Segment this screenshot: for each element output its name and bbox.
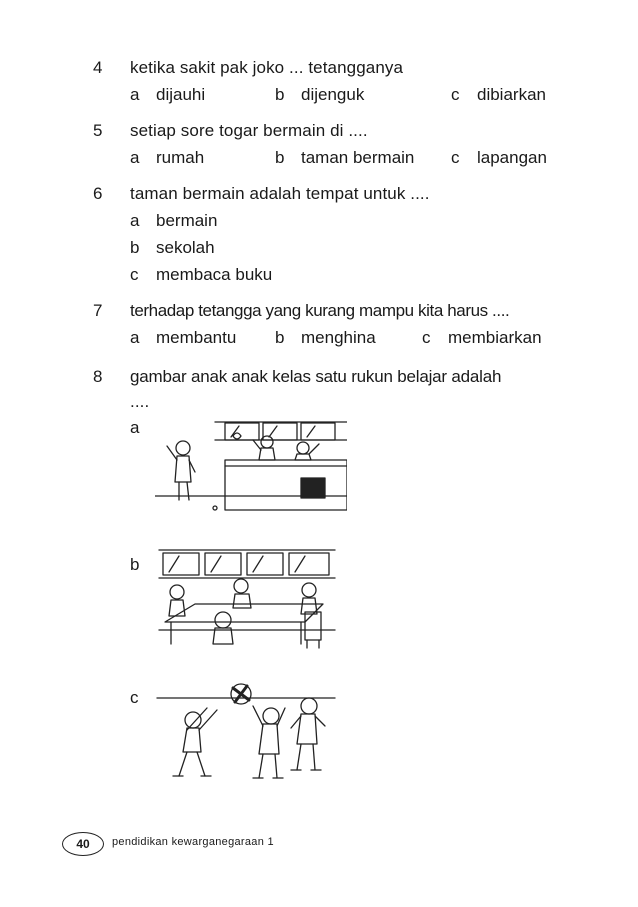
option-a-label[interactable]: a <box>130 418 140 437</box>
option-c[interactable]: c membiarkan <box>422 328 542 347</box>
book-title: pendidikan kewarganegaraan 1 <box>112 836 274 848</box>
option-a[interactable]: a dijauhi <box>130 85 206 104</box>
option-c[interactable]: c dibiarkan <box>451 85 546 104</box>
option-b[interactable]: b sekolah <box>130 238 215 257</box>
option-b[interactable]: b menghina <box>275 328 376 347</box>
option-a[interactable]: a rumah <box>130 148 205 167</box>
option-c[interactable]: c lapangan <box>451 148 547 167</box>
question-number: 4 <box>93 58 103 77</box>
question-number: 5 <box>93 121 103 140</box>
question-text-continuation: .... <box>130 392 150 411</box>
option-b[interactable]: b dijenguk <box>275 85 365 104</box>
option-a[interactable]: a bermain <box>130 211 218 230</box>
option-a[interactable]: a membantu <box>130 328 237 347</box>
page-number-badge <box>62 832 104 856</box>
question-number: 7 <box>93 301 103 320</box>
option-c-image[interactable] <box>155 680 337 790</box>
page-number: 40 <box>76 837 90 851</box>
option-b-image[interactable] <box>155 548 337 652</box>
option-c[interactable]: c membaca buku <box>130 265 273 284</box>
option-c-label[interactable]: c <box>130 688 139 707</box>
option-a-image[interactable] <box>155 420 347 530</box>
question-text: terhadap tetangga yang kurang mampu kita harus .... <box>130 301 510 320</box>
question-text: ketika sakit pak joko ... tetangganya <box>130 58 404 77</box>
question-text: taman bermain adalah tempat untuk .... <box>130 184 430 203</box>
option-b[interactable]: b taman bermain <box>275 148 415 167</box>
question-text: gambar anak anak kelas satu rukun belajar adalah <box>130 367 502 386</box>
question-number: 8 <box>93 367 103 386</box>
option-b-label[interactable]: b <box>130 555 140 574</box>
question-text: setiap sore togar bermain di .... <box>130 121 368 140</box>
question-number: 6 <box>93 184 103 203</box>
